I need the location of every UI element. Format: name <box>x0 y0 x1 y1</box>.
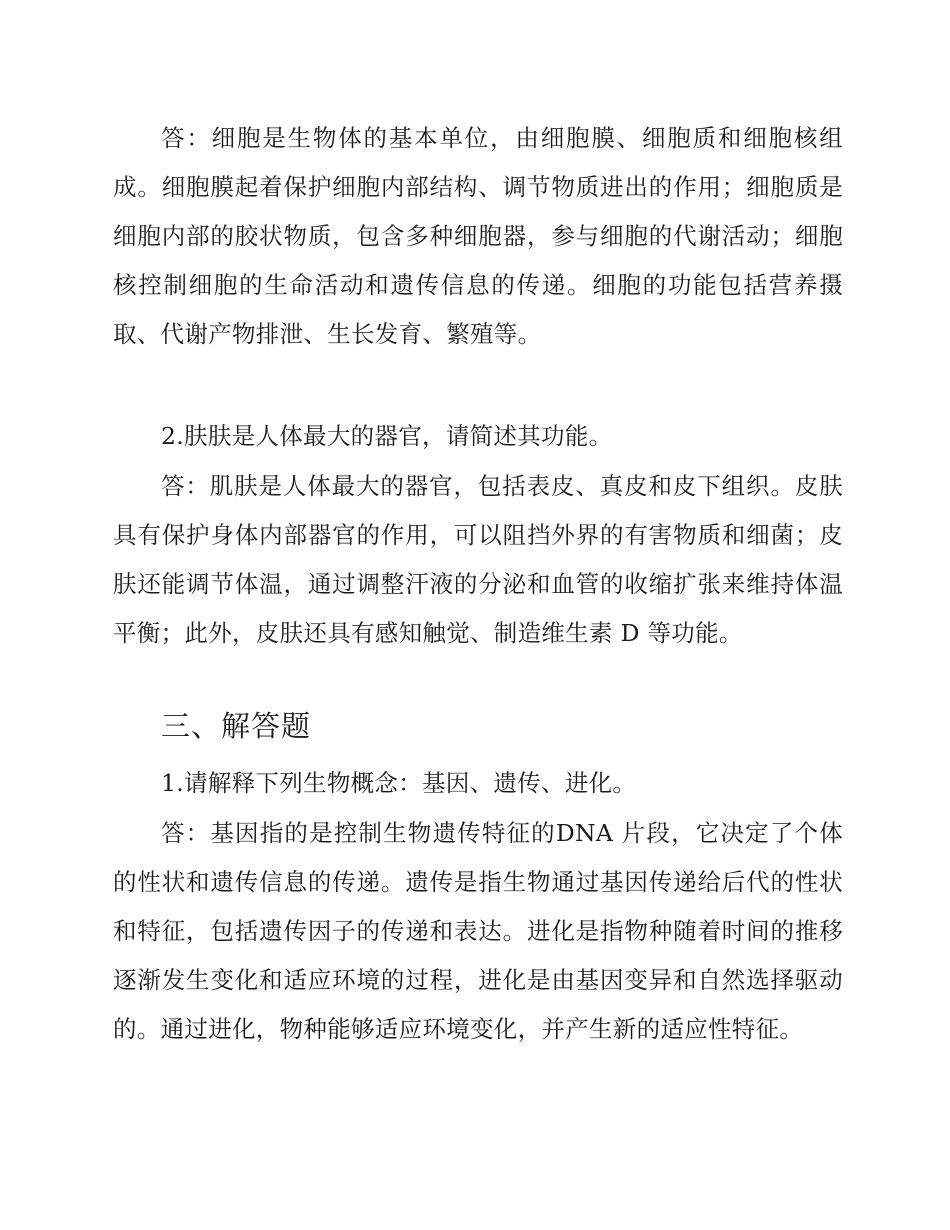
answer-skin-paragraph: 答：肌肤是人体最大的器官，包括表皮、真皮和皮下组织。皮肤具有保护身体内部器官的作用，可以阻挡外界的有害物质和细菌；皮肤还能调节体温，通过调整汗液的分泌和血管的收缩扩张来维持体温平衡；此外，皮肤还具有感知触觉、制造维生素 D 等功能。 <box>113 472 843 647</box>
question-skin: 2.肤肤是人体最大的器官，请简述其功能。 <box>161 422 613 450</box>
section-heading-answer-questions: 三、解答题 <box>161 709 312 743</box>
answer-biology-concepts-paragraph: 答：基因指的是控制生物遗传特征的DNA 片段，它决定了个体的性状和遗传信息的传递。遗传是指生物通过基因传递给后代的性状和特征，包括遗传因子的传递和表达。进化是指物种随着时间的推移逐渐发生变化和适应环境的过程，进化是由基因变异和自然选择驱动的。通过进化，物种能够适应环境变化，并产生新的适应性特征。 <box>113 819 843 1043</box>
question-biology-concepts: 1.请解释下列生物概念：基因、遗传、进化。 <box>161 769 637 797</box>
answer-cell-paragraph: 答：细胞是生物体的基本单位，由细胞膜、细胞质和细胞核组成。细胞膜起着保护细胞内部结构、调节物质进出的作用；细胞质是细胞内部的胶状物质，包含多种细胞器，参与细胞的代谢活动；细胞核控制细胞的生命活动和遗传信息的传递。细胞的功能包括营养摄取、代谢产物排泄、生长发育、繁殖等。 <box>113 124 843 348</box>
